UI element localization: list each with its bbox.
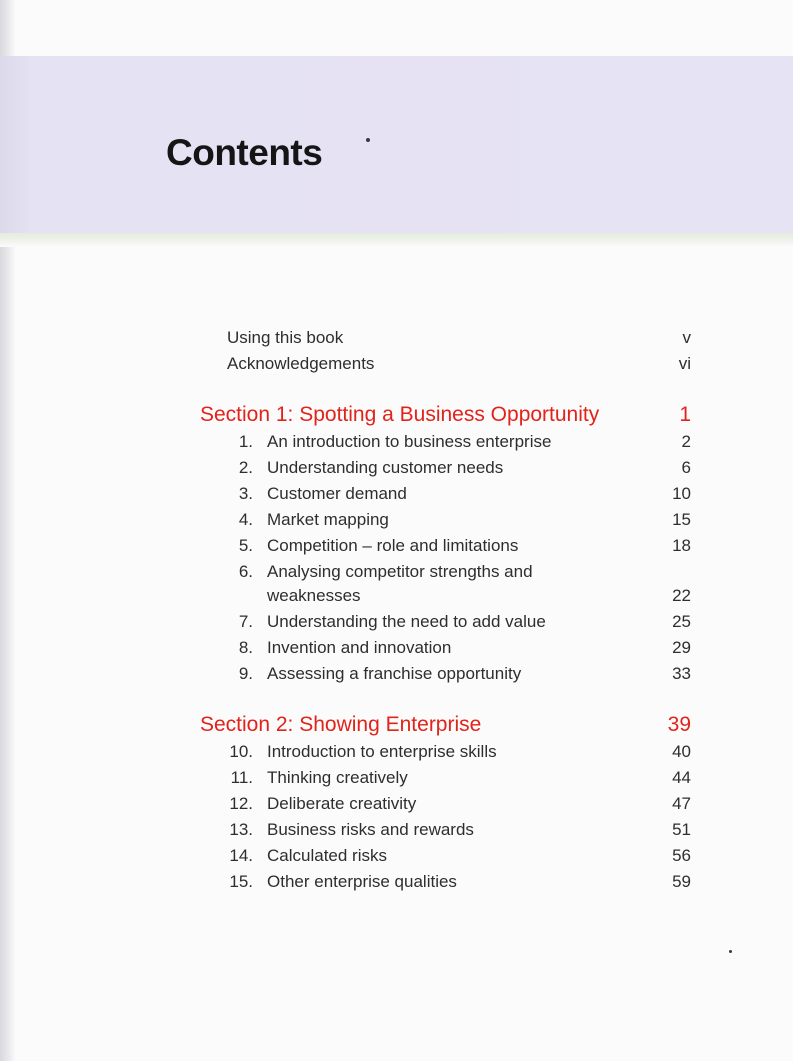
chapter-number: 15. bbox=[229, 872, 253, 891]
chapter-title-continued: weaknesses bbox=[267, 586, 361, 605]
chapter-page-number: 18 bbox=[672, 536, 691, 555]
chapter-title: Competition – role and limitations bbox=[267, 536, 519, 555]
section-title: Section 1: Spotting a Business Opportunity bbox=[200, 403, 600, 426]
toc-entry-chapter[interactable] bbox=[0, 792, 793, 816]
chapter-number: 8. bbox=[238, 638, 253, 657]
entry-page-number: v bbox=[682, 328, 691, 347]
chapter-page-number: 10 bbox=[672, 484, 691, 503]
chapter-title: Analysing competitor strengths and bbox=[267, 562, 533, 581]
section-heading-2[interactable] bbox=[0, 711, 793, 739]
toc-entry-chapter[interactable] bbox=[0, 482, 793, 506]
chapter-title: Market mapping bbox=[267, 510, 389, 529]
chapter-number: 10. bbox=[229, 742, 253, 761]
chapter-page-number: 40 bbox=[672, 742, 691, 761]
entry-page-number: vi bbox=[678, 354, 691, 373]
chapter-page-number: 51 bbox=[672, 820, 691, 839]
chapter-page-number: 29 bbox=[672, 638, 691, 657]
chapter-number: 5. bbox=[238, 536, 253, 555]
toc-entry-chapter[interactable] bbox=[0, 636, 793, 660]
chapter-number: 9. bbox=[238, 664, 253, 683]
chapter-title: Deliberate creativity bbox=[267, 794, 417, 813]
chapter-title: An introduction to business enterprise bbox=[267, 432, 552, 451]
toc-entry-chapter[interactable] bbox=[0, 430, 793, 454]
section-page-number: 1 bbox=[679, 403, 691, 426]
chapter-page-number: 33 bbox=[672, 664, 691, 683]
chapter-page-number: 22 bbox=[672, 586, 691, 605]
toc-entry-chapter[interactable] bbox=[0, 870, 793, 894]
chapter-number: 3. bbox=[238, 484, 253, 503]
toc-entry-chapter[interactable] bbox=[0, 740, 793, 764]
chapter-number: 12. bbox=[229, 794, 253, 813]
chapter-page-number: 2 bbox=[681, 432, 691, 451]
chapter-title: Understanding customer needs bbox=[267, 458, 504, 477]
toc-entry-chapter[interactable] bbox=[0, 610, 793, 634]
toc-entry-chapter[interactable] bbox=[0, 766, 793, 790]
section-page-number: 39 bbox=[667, 713, 691, 736]
chapter-title: Assessing a franchise opportunity bbox=[267, 664, 522, 683]
chapter-number: 4. bbox=[238, 510, 253, 529]
entry-title: Using this book bbox=[227, 328, 344, 347]
chapter-title: Thinking creatively bbox=[267, 768, 408, 787]
chapter-title: Other enterprise qualities bbox=[267, 872, 457, 891]
chapter-title: Calculated risks bbox=[267, 846, 387, 865]
toc-entry-chapter[interactable] bbox=[0, 508, 793, 532]
chapter-number: 6. bbox=[238, 562, 253, 581]
chapter-title: Introduction to enterprise skills bbox=[267, 742, 497, 761]
chapter-page-number: 15 bbox=[672, 510, 691, 529]
chapter-page-number: 47 bbox=[672, 794, 691, 813]
toc-entry-chapter[interactable] bbox=[0, 456, 793, 480]
toc-entry-chapter[interactable] bbox=[0, 560, 793, 584]
toc-entry-chapter[interactable] bbox=[0, 844, 793, 868]
chapter-page-number: 59 bbox=[672, 872, 691, 891]
chapter-page-number: 44 bbox=[672, 768, 691, 787]
chapter-title: Understanding the need to add value bbox=[267, 612, 546, 631]
toc-entry-acknowledgements[interactable] bbox=[0, 352, 793, 376]
chapter-number: 1. bbox=[238, 432, 253, 451]
chapter-title: Business risks and rewards bbox=[267, 820, 474, 839]
entry-title: Acknowledgements bbox=[227, 354, 375, 373]
chapter-title: Customer demand bbox=[267, 484, 407, 503]
chapter-number: 13. bbox=[229, 820, 253, 839]
chapter-number: 11. bbox=[230, 768, 253, 787]
section-title: Section 2: Showing Enterprise bbox=[200, 713, 482, 736]
chapter-number: 14. bbox=[229, 846, 253, 865]
section-heading-1[interactable] bbox=[0, 401, 793, 429]
page-title: Contents bbox=[166, 132, 323, 173]
toc-entry-chapter[interactable] bbox=[0, 534, 793, 558]
chapter-number: 2. bbox=[238, 458, 253, 477]
chapter-number: 7. bbox=[238, 612, 253, 631]
toc-entry-chapter-continued[interactable] bbox=[0, 584, 793, 608]
toc-entry-chapter[interactable] bbox=[0, 818, 793, 842]
toc-entry-using-this-book[interactable] bbox=[0, 326, 793, 350]
chapter-page-number: 56 bbox=[672, 846, 691, 865]
chapter-title: Invention and innovation bbox=[267, 638, 452, 657]
toc-entry-chapter[interactable] bbox=[0, 662, 793, 686]
chapter-page-number: 6 bbox=[681, 458, 691, 477]
chapter-page-number: 25 bbox=[672, 612, 691, 631]
